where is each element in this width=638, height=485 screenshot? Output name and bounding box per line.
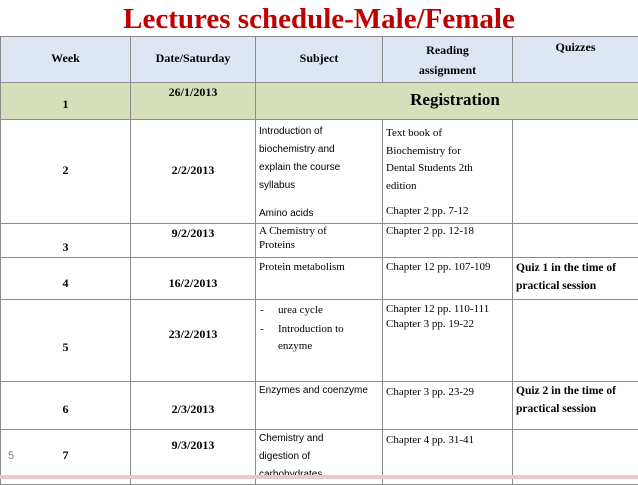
week-cell: 5 [1, 300, 130, 355]
subject-list [256, 300, 382, 355]
subject-line: explain the course [259, 159, 382, 177]
subject-cell: Protein metabolism [256, 258, 382, 275]
week-cell: 1 [1, 83, 130, 112]
header-reading-line1: Reading [383, 40, 512, 60]
subject-line: syllabus [259, 177, 382, 195]
subject-line: Chemistry and [259, 430, 382, 448]
table-row [1, 300, 638, 382]
header-quizzes: Quizzes [513, 37, 638, 85]
header-week: Week [1, 37, 130, 96]
subject-line: Introduction to [278, 321, 382, 338]
dash-marker: - [260, 321, 264, 338]
week-cell: 7 [1, 430, 130, 463]
reading-cell: Chapter 12 pp. 107-109 [383, 258, 512, 275]
week-cell: 6 [1, 382, 130, 417]
date-cell: 2/2/2013 [131, 120, 255, 178]
subject-line: Introduction of [259, 123, 382, 141]
date-cell: 23/2/2013 [131, 300, 255, 342]
subject-cell [256, 120, 382, 223]
date-cell: 26/1/2013 [131, 83, 255, 100]
subject-cell: Enzymes and coenzyme [256, 382, 382, 400]
quiz-line: Quiz 2 in the time of [516, 382, 638, 400]
week-cell: 2 [1, 120, 130, 178]
reading-cell: Chapter 3 pp. 23-29 [383, 382, 512, 400]
date-cell: 16/2/2013 [131, 258, 255, 291]
subject-line: Amino acids [259, 205, 382, 223]
subject-line: digestion of [259, 448, 382, 466]
bottom-strip [0, 475, 638, 479]
reading-cell [383, 300, 512, 332]
reading-cell [383, 120, 512, 221]
subject-line: urea cycle [278, 304, 323, 316]
reading-line: edition [386, 178, 512, 196]
dash-marker: - [260, 302, 264, 319]
date-cell: 2/3/2013 [131, 382, 255, 417]
header-subject: Subject [256, 37, 382, 96]
table-row [1, 120, 638, 224]
table-row [1, 224, 638, 258]
week-cell: 4 [1, 258, 130, 291]
reading-line: Chapter 3 pp. 19-22 [386, 317, 512, 332]
reading-cell: Chapter 4 pp. 31-41 [383, 430, 512, 448]
quiz-cell [513, 382, 638, 418]
list-item [256, 321, 382, 355]
reading-line: Text book of [386, 125, 512, 143]
registration-label: Registration [256, 83, 638, 110]
reading-cell: Chapter 2 pp. 12-18 [383, 224, 512, 238]
header-reading [383, 37, 512, 80]
reading-line: Biochemistry for [386, 143, 512, 161]
header-reading-line2: assignment [383, 60, 512, 80]
page-number: 5 [8, 450, 14, 462]
schedule-table [0, 36, 638, 485]
subject-line: enzyme [278, 338, 382, 355]
quiz-cell [513, 258, 638, 295]
week-cell: 3 [1, 224, 130, 255]
page-title: Lectures schedule-Male/Female [0, 3, 638, 36]
header-row [1, 37, 638, 83]
subject-line: biochemistry and [259, 141, 382, 159]
quiz-line: Quiz 1 in the time of [516, 259, 638, 277]
subject-line: A Chemistry of [259, 224, 382, 238]
table-row [1, 258, 638, 300]
quiz-line: practical session [516, 277, 638, 295]
date-cell: 9/3/2013 [131, 430, 255, 453]
quiz-line: practical session [516, 400, 638, 418]
reading-line: Chapter 12 pp. 110-111 [386, 302, 512, 317]
subject-line: Proteins [259, 238, 382, 252]
reading-line: Dental Students 2th [386, 160, 512, 178]
reading-line: Chapter 2 pp. 7-12 [386, 203, 512, 221]
table-row [1, 382, 638, 430]
list-item [256, 302, 382, 319]
header-date: Date/Saturday [131, 37, 255, 96]
date-cell: 9/2/2013 [131, 224, 255, 241]
subject-cell [256, 224, 382, 252]
